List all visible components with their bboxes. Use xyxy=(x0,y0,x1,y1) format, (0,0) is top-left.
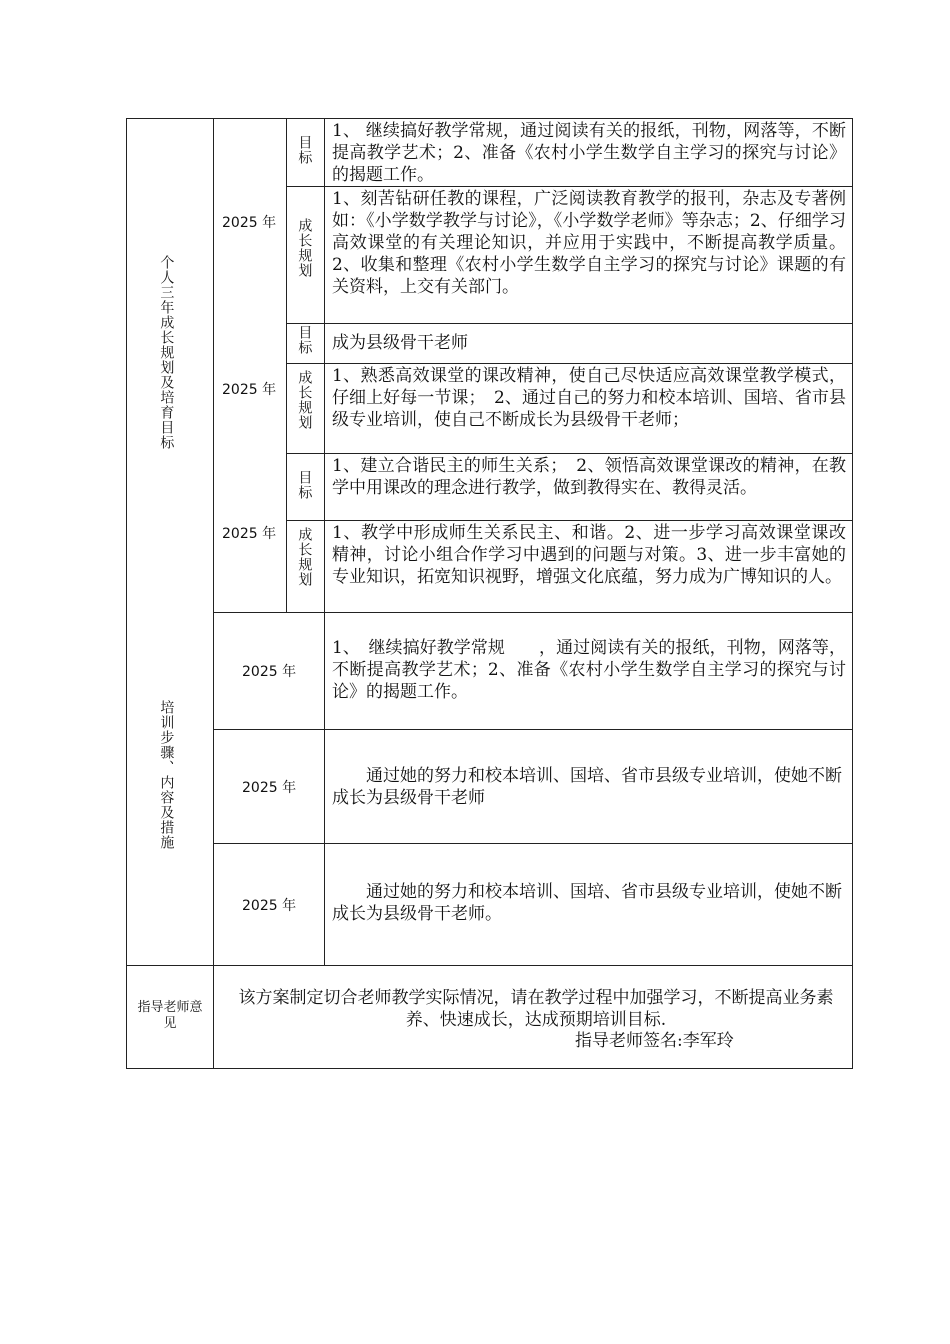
table-divider xyxy=(126,965,853,966)
goal-text: 1、建立合谐民主的师生关系； 2、领悟高效课堂课改的精神，在教学中用课改的理念进行教学，做到教得实在、教得灵活。 xyxy=(332,456,846,498)
year-label: 2025 年 xyxy=(222,215,277,231)
training-text: 通过她的努力和校本培训、国培、省市县级专业培训，使她不断成长为县级骨干老师 xyxy=(332,766,842,808)
plan-label: 成长规划 xyxy=(296,527,313,587)
table-divider xyxy=(286,323,853,324)
plan-text: 1、教学中形成师生关系民主、和谐。2、进一步学习高效课堂课改精神，讨论小组合作学习中遇到的问题与对策。3、进一步丰富她的专业知识，拓宽知识视野，增强文化底蕴，努力成为广博知识的人。 xyxy=(332,523,846,587)
goal-label: 目标 xyxy=(296,135,313,165)
plan-text: 1、刻苦钻研任教的课程，广泛阅读教育教学的报刊，杂志及专著例如：《小学数学教学与讨论》，《小学数学老师》等杂志；2、仔细学习高效课堂的有关理论知识，并应用于实践中，不断提高教学质量。2、收集和整理《农村小学生数学自主学习的探究与讨论》课题的有关资料，上交有关部门。 xyxy=(332,189,846,297)
mentor-signature: 指导老师签名:李军玲 xyxy=(575,1031,734,1051)
goal-text: 1、 继续搞好教学常规，通过阅读有关的报纸，刊物，网落等，不断提高教学艺术；2、准备《农村小学生数学自主学习的探究与讨论》的揭题工作。 xyxy=(332,121,846,185)
training-text: 1、 继续搞好教学常规 ，通过阅读有关的报纸，刊物，网落等，不断提高教学艺术；2、准备《农村小学生数学自主学习的探究与讨论》的揭题工作。 xyxy=(332,638,846,702)
section-label-training: 培训步骤、内容及措施 xyxy=(158,700,175,850)
section-label-growth-plan: 个人三年成长规划及培育目标 xyxy=(158,255,175,450)
goal-label: 目标 xyxy=(296,325,313,355)
table-divider xyxy=(286,186,853,187)
table-divider xyxy=(286,118,287,612)
table-divider xyxy=(286,520,853,521)
table-divider xyxy=(213,118,214,1069)
plan-label: 成长规划 xyxy=(296,370,313,430)
goal-text: 成为县级骨干老师 xyxy=(332,333,468,353)
plan-text: 1、熟悉高效课堂的课改精神，使自己尽快适应高效课堂教学模式，仔细上好每一节课； 2、通过自己的努力和校本培训、国培、省市县级专业培训，使自己不断成长为县级骨干老师； xyxy=(332,366,846,430)
table-divider xyxy=(213,729,853,730)
year-label: 2025 年 xyxy=(242,780,297,796)
table-divider xyxy=(324,118,325,965)
table-divider xyxy=(213,612,853,613)
year-label: 2025 年 xyxy=(222,526,277,542)
table-divider xyxy=(213,843,853,844)
section-label-mentor: 指导老师意见 xyxy=(137,1000,203,1031)
year-label: 2025 年 xyxy=(222,382,277,398)
goal-label: 目标 xyxy=(296,470,313,500)
table-divider xyxy=(286,453,853,454)
mentor-opinion: 该方案制定切合老师教学实际情况，请在教学过程中加强学习，不断提高业务素养、快速成长，达成预期培训目标. xyxy=(238,988,834,1030)
plan-label: 成长规划 xyxy=(296,218,313,278)
year-label: 2025 年 xyxy=(242,898,297,914)
training-text: 通过她的努力和校本培训、国培、省市县级专业培训，使她不断成长为县级骨干老师。 xyxy=(332,882,842,924)
table-divider xyxy=(286,363,853,364)
year-label: 2025 年 xyxy=(242,664,297,680)
